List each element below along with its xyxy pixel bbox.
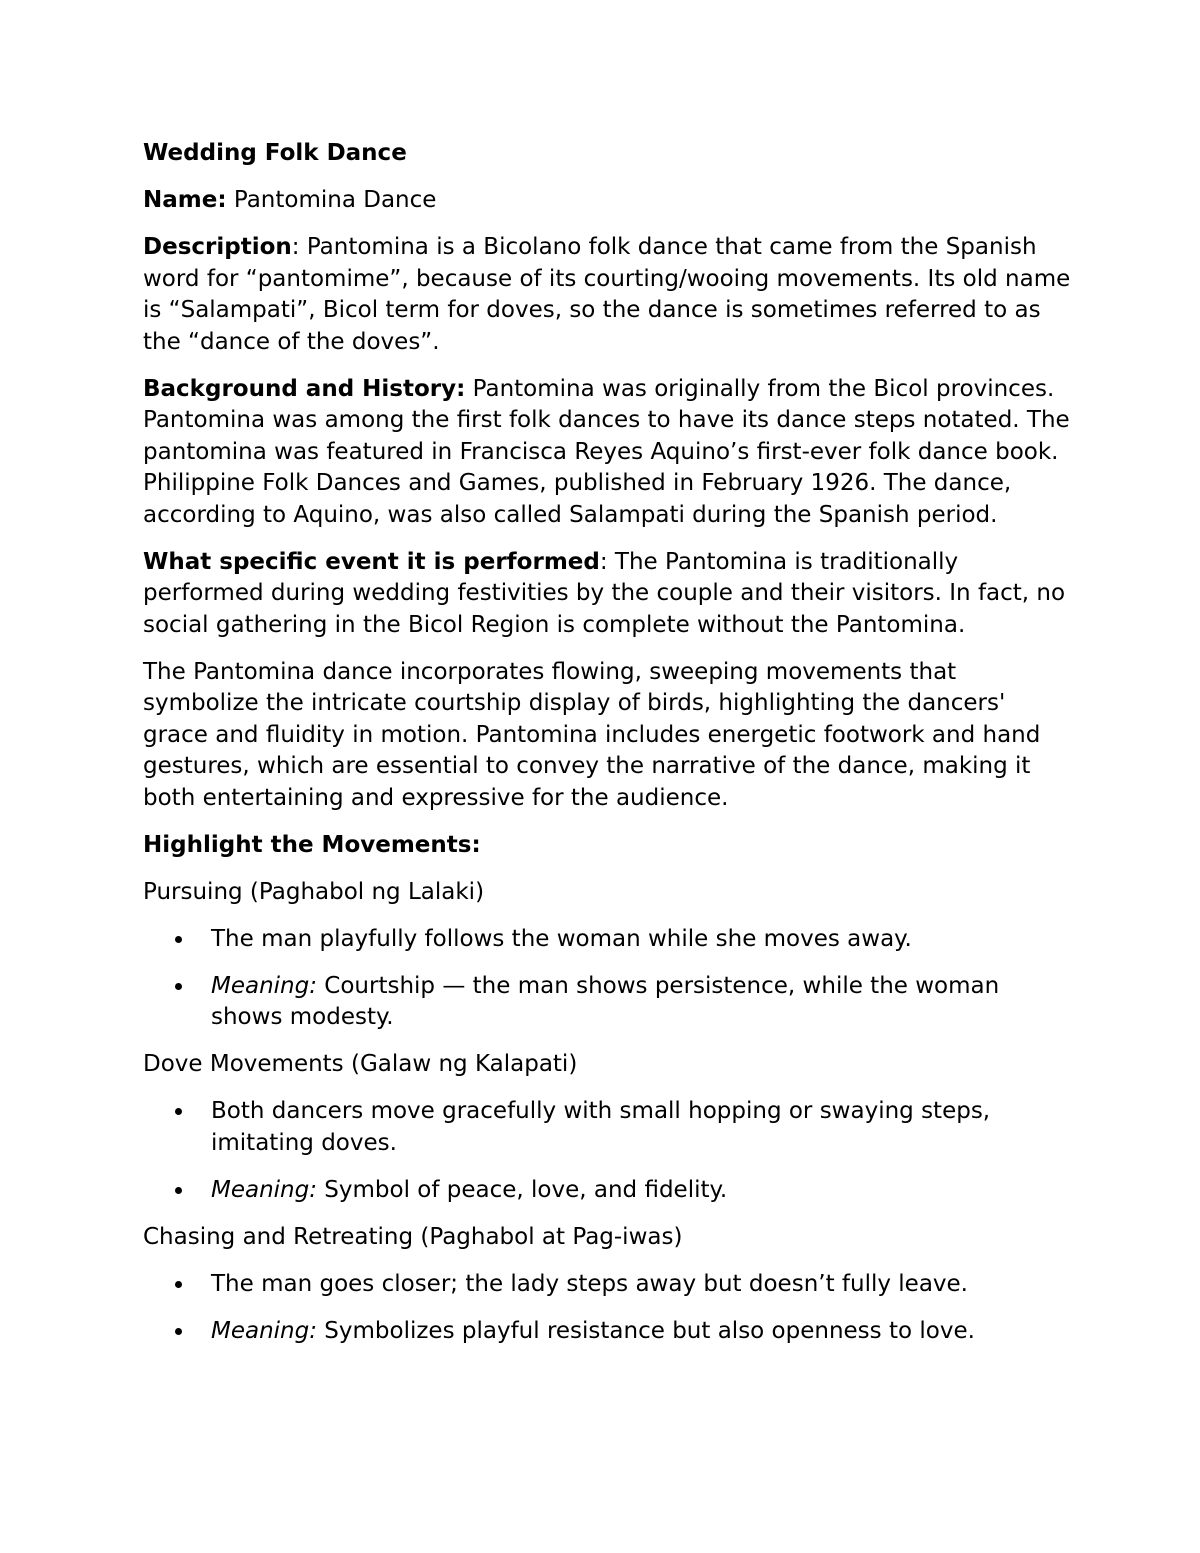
- document-page: [143, 138, 1073, 1363]
- name-paragraph: [143, 185, 1073, 217]
- meaning-text: Symbol of peace, love, and fidelity.: [316, 1176, 728, 1203]
- bullet-icon: [175, 1108, 182, 1115]
- meaning-label: Meaning:: [211, 1317, 317, 1344]
- name-label: Name:: [143, 187, 227, 213]
- description-label: Description: [143, 234, 292, 260]
- movement-description-item: [143, 1269, 1073, 1301]
- movement-description: The man goes closer; the lady steps away but doesn’t fully leave.: [211, 1270, 968, 1297]
- movement-title: Dove Movements (Galaw ng Kalapati): [143, 1051, 578, 1077]
- movement-description: The man playfully follows the woman while she moves away.: [211, 925, 912, 952]
- event-label: What specific event it is performed: [143, 548, 600, 575]
- bullet-icon: [175, 1281, 182, 1288]
- event-text: : The Pantomina is traditionally performed during wedding festivities by the couple and their visitors. In fact, no social gathering in the Bicol Region is complete without the Pantomina.: [143, 548, 1066, 638]
- movement-meaning-item: [143, 1316, 1073, 1348]
- movement-description: Both dancers move gracefully with small hopping or swaying steps, imitating doves.: [211, 1098, 991, 1156]
- movement-bullet-list: [143, 924, 1073, 1034]
- movement-meaning-item: [143, 1175, 1073, 1207]
- movement-title: Pursuing (Paghabol ng Lalaki): [143, 878, 485, 905]
- meaning-label: Meaning:: [211, 972, 317, 999]
- movements-heading: Highlight the Movements:: [143, 831, 481, 858]
- movement-description-item: [143, 924, 1073, 956]
- bullet-icon: [175, 1328, 182, 1335]
- bullet-icon: [175, 1187, 182, 1194]
- document-title: Wedding Folk Dance: [143, 140, 407, 166]
- background-label: Background and History:: [143, 375, 466, 402]
- meaning-text: Symbolizes playful resistance but also openness to love.: [316, 1317, 975, 1344]
- movement-bullet-list: [143, 1269, 1073, 1348]
- meaning-text: Courtship — the man shows persistence, while the woman shows modesty.: [211, 972, 1000, 1030]
- background-text: Pantomina was originally from the Bicol provinces. Pantomina was among the first folk dances to have its dance steps notated. The pantomina was featured in Francisca Reyes Aquino’s first-ever folk dance book. Philippine Folk Dances and Games, published in February 1926. The dance, according to Aquino, was also called Salampati during the Spanish period.: [143, 375, 1070, 528]
- description-text: : Pantomina is a Bicolano folk dance that came from the Spanish word for “pantomime”, because of its courting/wooing movements. Its old name is “Salampati”, Bicol term for doves, so the dance is sometimes referred to as the “dance of the doves”.: [143, 234, 1071, 355]
- movement-description-item: [143, 1096, 1073, 1159]
- bullet-icon: [175, 983, 182, 990]
- name-value: Pantomina Dance: [226, 187, 437, 213]
- movement-meaning-item: [143, 971, 1073, 1034]
- description-paragraph: [143, 232, 1073, 358]
- bullet-icon: [175, 936, 182, 943]
- movement-title: Chasing and Retreating (Paghabol at Pag-iwas): [143, 1223, 683, 1250]
- movement-bullet-list: [143, 1096, 1073, 1206]
- background-paragraph: [143, 374, 1073, 532]
- meaning-label: Meaning:: [211, 1176, 317, 1203]
- dance-description-paragraph: The Pantomina dance incorporates flowing, sweeping movements that symbolize the intricate courtship display of birds, highlighting the dancers' grace and fluidity in motion. Pantomina includes energetic footwork and hand gestures, which are essential to convey the narrative of the dance, making it both entertaining and expressive for the audience.: [143, 658, 1041, 811]
- event-paragraph: [143, 547, 1073, 642]
